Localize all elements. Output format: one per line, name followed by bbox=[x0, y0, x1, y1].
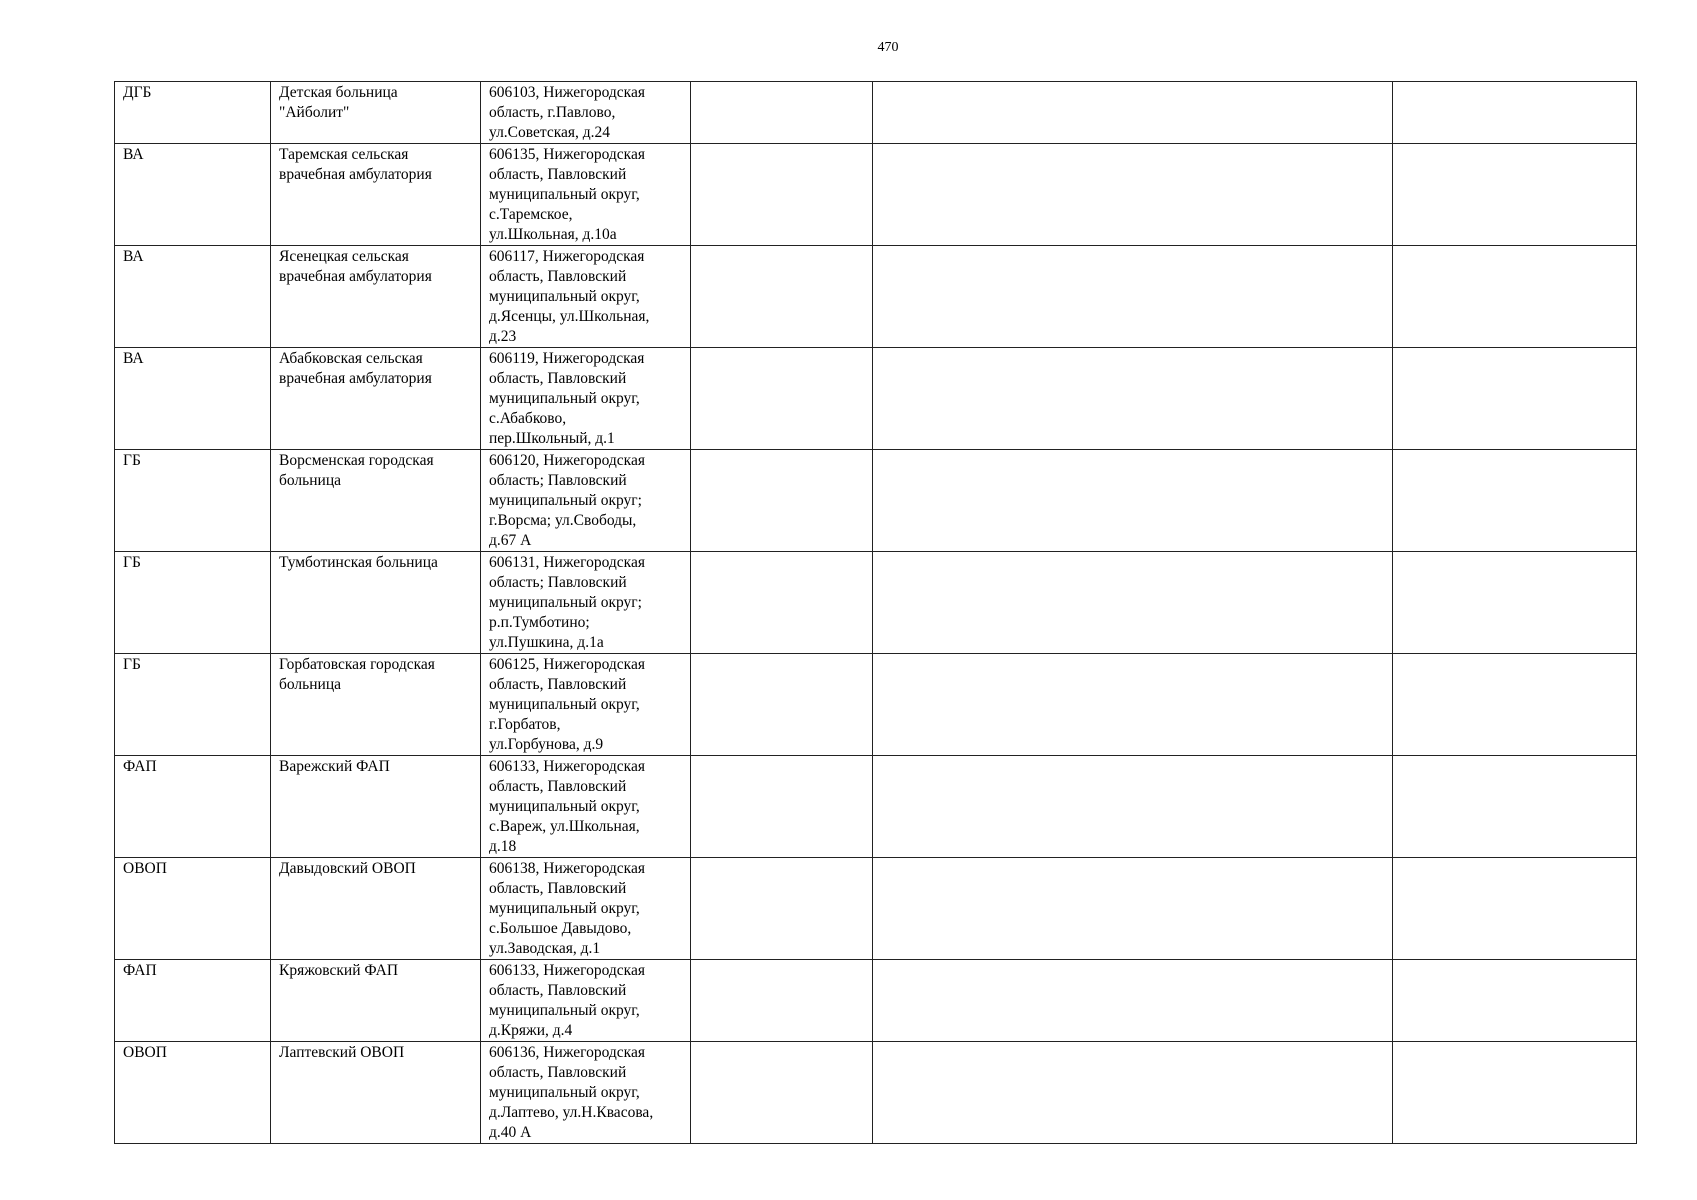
empty-cell bbox=[1393, 654, 1637, 756]
empty-cell bbox=[873, 144, 1393, 246]
facility-type-cell: ВА bbox=[115, 144, 271, 246]
facility-address-cell: 606136, Нижегородская область, Павловский муниципальный округ, д.Лаптево, ул.Н.Квасова, д.40 А bbox=[481, 1042, 691, 1144]
empty-cell bbox=[691, 82, 873, 144]
table-row bbox=[115, 756, 1637, 858]
facility-address-cell: 606119, Нижегородская область, Павловский муниципальный округ, с.Абабково, пер.Школьный, д.1 bbox=[481, 348, 691, 450]
empty-cell bbox=[691, 348, 873, 450]
empty-cell bbox=[691, 246, 873, 348]
facility-name-cell: Варежский ФАП bbox=[271, 756, 481, 858]
empty-cell bbox=[691, 552, 873, 654]
facility-name-cell: Давыдовский ОВОП bbox=[271, 858, 481, 960]
table-row bbox=[115, 348, 1637, 450]
empty-cell bbox=[1393, 756, 1637, 858]
facility-address-cell: 606135, Нижегородская область, Павловский муниципальный округ, с.Таремское, ул.Школьная, д.10а bbox=[481, 144, 691, 246]
facility-type-cell: ФАП bbox=[115, 756, 271, 858]
empty-cell bbox=[691, 450, 873, 552]
table-row bbox=[115, 1042, 1637, 1144]
empty-cell bbox=[1393, 858, 1637, 960]
empty-cell bbox=[691, 858, 873, 960]
table-row bbox=[115, 144, 1637, 246]
facility-type-cell: ГБ bbox=[115, 654, 271, 756]
empty-cell bbox=[1393, 82, 1637, 144]
facility-address-cell: 606103, Нижегородская область, г.Павлово, ул.Советская, д.24 bbox=[481, 82, 691, 144]
facility-name-cell: Ворсменская городская больница bbox=[271, 450, 481, 552]
empty-cell bbox=[1393, 552, 1637, 654]
empty-cell bbox=[691, 960, 873, 1042]
empty-cell bbox=[873, 552, 1393, 654]
facility-name-cell: Ясенецкая сельская врачебная амбулатория bbox=[271, 246, 481, 348]
facility-address-cell: 606117, Нижегородская область, Павловский муниципальный округ, д.Ясенцы, ул.Школьная, д.23 bbox=[481, 246, 691, 348]
empty-cell bbox=[691, 756, 873, 858]
empty-cell bbox=[1393, 960, 1637, 1042]
facility-name-cell: Абабковская сельская врачебная амбулатория bbox=[271, 348, 481, 450]
empty-cell bbox=[1393, 246, 1637, 348]
empty-cell bbox=[1393, 1042, 1637, 1144]
facility-type-cell: ГБ bbox=[115, 552, 271, 654]
table-row bbox=[115, 450, 1637, 552]
facility-address-cell: 606120, Нижегородская область; Павловский муниципальный округ; г.Ворсма; ул.Свободы, д.67 А bbox=[481, 450, 691, 552]
table-row bbox=[115, 552, 1637, 654]
empty-cell bbox=[873, 1042, 1393, 1144]
facility-type-cell: ФАП bbox=[115, 960, 271, 1042]
facility-name-cell: Тумботинская больница bbox=[271, 552, 481, 654]
empty-cell bbox=[873, 960, 1393, 1042]
facility-name-cell: Горбатовская городская больница bbox=[271, 654, 481, 756]
empty-cell bbox=[1393, 144, 1637, 246]
facility-name-cell: Таремская сельская врачебная амбулатория bbox=[271, 144, 481, 246]
facility-type-cell: ГБ bbox=[115, 450, 271, 552]
table-row bbox=[115, 858, 1637, 960]
empty-cell bbox=[873, 82, 1393, 144]
empty-cell bbox=[691, 144, 873, 246]
table-row bbox=[115, 246, 1637, 348]
empty-cell bbox=[873, 246, 1393, 348]
facility-address-cell: 606133, Нижегородская область, Павловский муниципальный округ, д.Кряжи, д.4 bbox=[481, 960, 691, 1042]
empty-cell bbox=[1393, 348, 1637, 450]
facility-name-cell: Лаптевский ОВОП bbox=[271, 1042, 481, 1144]
facility-address-cell: 606131, Нижегородская область; Павловский муниципальный округ; р.п.Тумботино; ул.Пушкина, д.1а bbox=[481, 552, 691, 654]
facility-address-cell: 606125, Нижегородская область, Павловский муниципальный округ, г.Горбатов, ул.Горбунова, д.9 bbox=[481, 654, 691, 756]
table-row bbox=[115, 654, 1637, 756]
table-row bbox=[115, 960, 1637, 1042]
empty-cell bbox=[873, 654, 1393, 756]
facilities-table bbox=[114, 81, 1637, 1144]
facility-type-cell: ВА bbox=[115, 348, 271, 450]
facility-type-cell: ОВОП bbox=[115, 858, 271, 960]
page-number: 470 bbox=[877, 40, 899, 55]
empty-cell bbox=[691, 654, 873, 756]
empty-cell bbox=[873, 450, 1393, 552]
facility-address-cell: 606133, Нижегородская область, Павловский муниципальный округ, с.Вареж, ул.Школьная, д.18 bbox=[481, 756, 691, 858]
facility-type-cell: ДГБ bbox=[115, 82, 271, 144]
facility-address-cell: 606138, Нижегородская область, Павловский муниципальный округ, с.Большое Давыдово, ул.Заводская, д.1 bbox=[481, 858, 691, 960]
empty-cell bbox=[873, 348, 1393, 450]
facility-name-cell: Детская больница "Айболит" bbox=[271, 82, 481, 144]
empty-cell bbox=[873, 858, 1393, 960]
facility-name-cell: Кряжовский ФАП bbox=[271, 960, 481, 1042]
empty-cell bbox=[1393, 450, 1637, 552]
facility-type-cell: ВА bbox=[115, 246, 271, 348]
empty-cell bbox=[691, 1042, 873, 1144]
facility-type-cell: ОВОП bbox=[115, 1042, 271, 1144]
empty-cell bbox=[873, 756, 1393, 858]
table-row bbox=[115, 82, 1637, 144]
